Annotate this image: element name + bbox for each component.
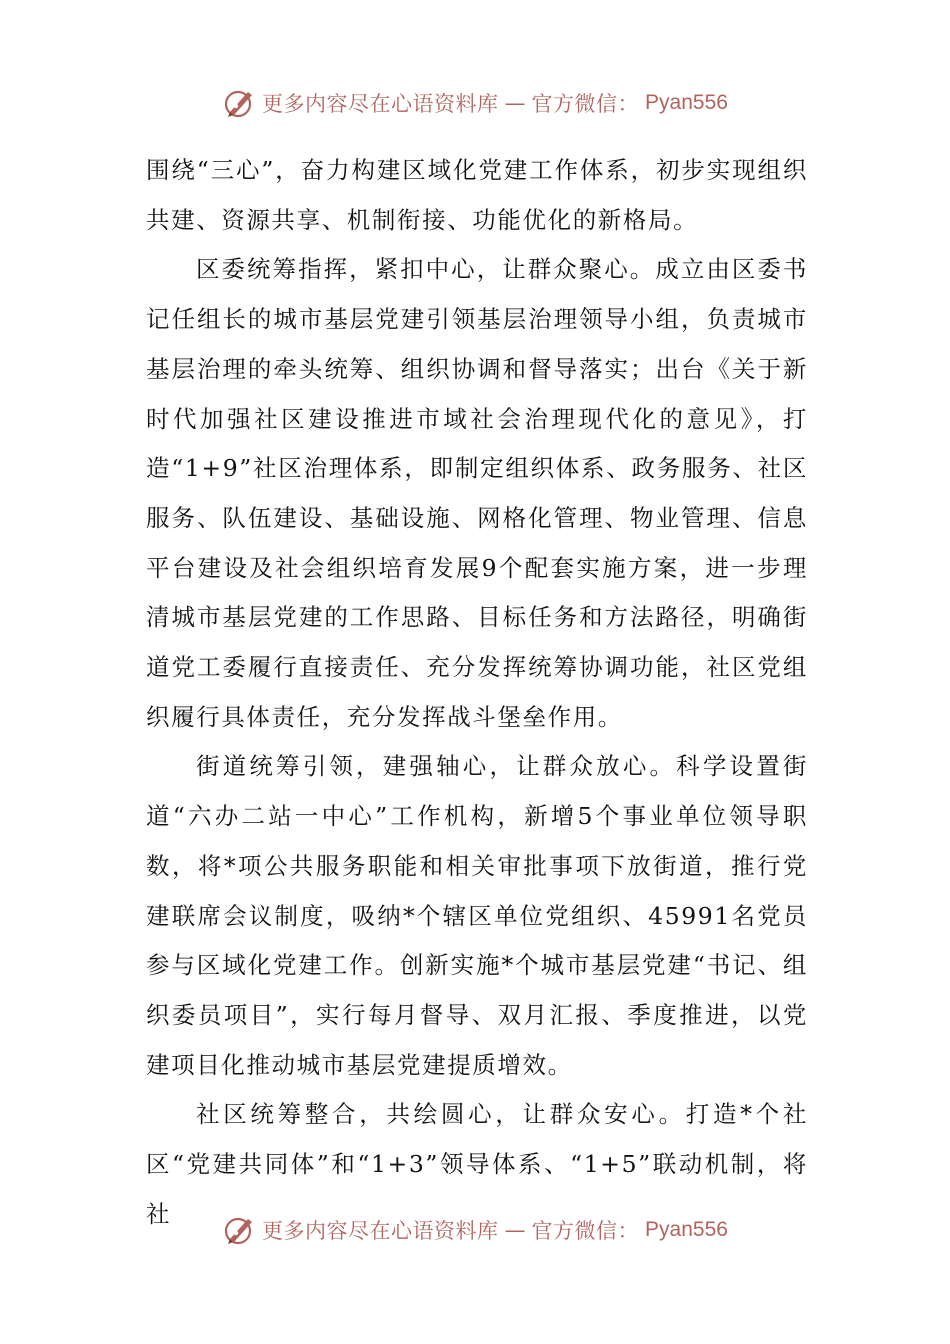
footer-watermark	[0, 1210, 950, 1250]
document-body	[146, 146, 808, 1239]
watermark-site-text: 更多内容尽在心语资料库	[262, 92, 499, 116]
watermark-site-text: 更多内容尽在心语资料库	[262, 1219, 499, 1243]
watermark-separator: —	[504, 91, 526, 115]
pen-circle-logo-icon	[222, 1213, 256, 1247]
watermark-contact-text: 官方微信：	[531, 92, 640, 116]
paragraph-3: 街道统筹引领，建强轴心，让群众放心。科学设置街道“六办二站一中心”工作机构，新增5个事业单位领导职数，将*项公共服务职能和相关审批事项下放街道，推行党建联席会议制度，吸纳*个辖区单位党组织、45991名党员参与区域化党建工作。创新实施*个城市基层党建“书记、组织委员项目”，实行每月督导、双月汇报、季度推进，以党建项目化推动城市基层党建提质增效。	[146, 752, 808, 1079]
pen-circle-logo-icon	[222, 86, 256, 120]
watermark-separator: —	[504, 1218, 526, 1242]
watermark-contact-text: 官方微信：	[531, 1219, 640, 1243]
paragraph-4: 社区统筹整合，共绘圆心，让群众安心。打造*个社区“党建共同体”和“1+3”领导体系、“1+5”联动机制，将社	[146, 1100, 808, 1228]
paragraph-1: 围绕“三心”，奋力构建区域化党建工作体系，初步实现组织共建、资源共享、机制衔接、功能优化的新格局。	[146, 156, 808, 234]
header-watermark	[0, 83, 950, 123]
watermark-contact-id: Pyan556	[645, 1218, 728, 1241]
paragraph-2: 区委统筹指挥，紧扣中心，让群众聚心。成立由区委书记任组长的城市基层党建引领基层治理领导小组，负责城市基层治理的牵头统筹、组织协调和督导落实；出台《关于新时代加强社区建设推进市域社会治理现代化的意见》，打造“1+9”社区治理体系，即制定组织体系、政务服务、社区服务、队伍建设、基础设施、网格化管理、物业管理、信息平台建设及社会组织培育发展9个配套实施方案，进一步理清城市基层党建的工作思路、目标任务和方法路径，明确街道党工委履行直接责任、充分发挥统筹协调功能，社区党组织履行具体责任，充分发挥战斗堡垒作用。	[146, 255, 808, 731]
watermark-contact-id: Pyan556	[645, 91, 728, 114]
